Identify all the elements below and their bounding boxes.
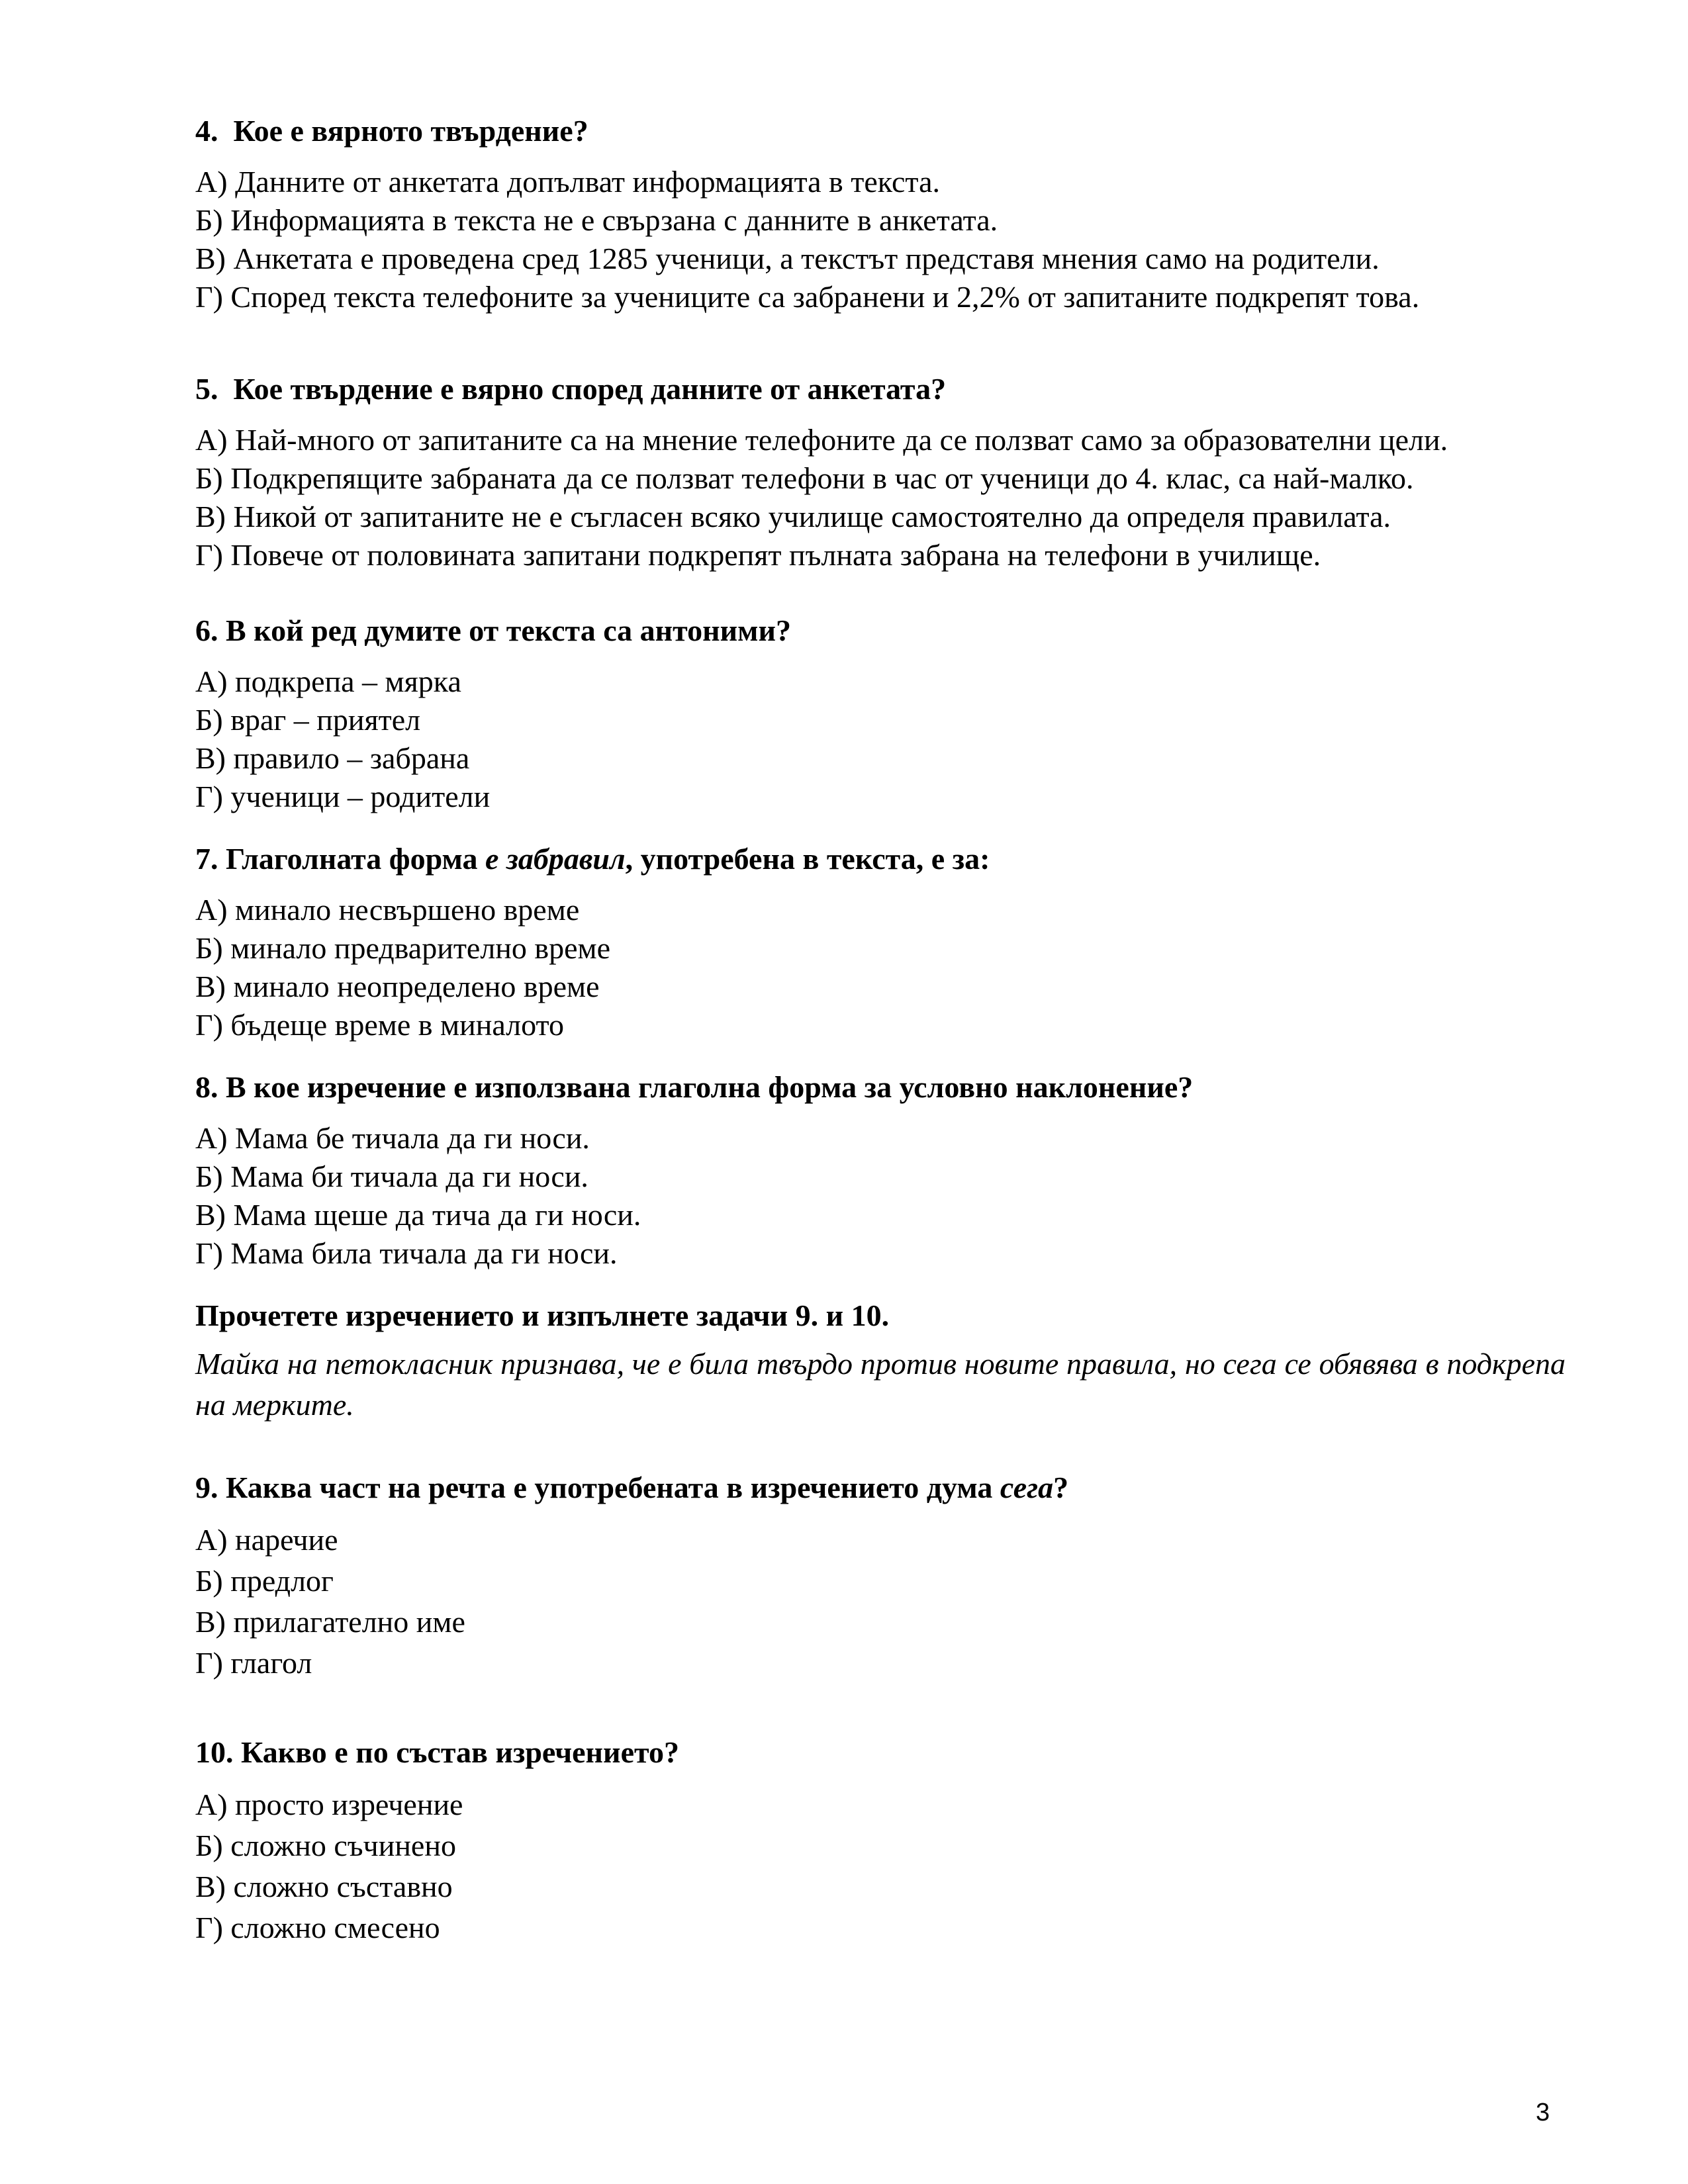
option-d: Г) Според текста телефоните за учениците са забранени и 2,2% от запитаните подкрепят това.	[195, 280, 1420, 314]
question-text-end: ?	[1053, 1471, 1069, 1504]
question-6-title	[195, 612, 791, 649]
option-c: В) прилагателно име	[195, 1605, 465, 1639]
question-text-start: Глаголната форма	[226, 842, 486, 876]
option-c: В) правило – забрана	[195, 741, 470, 775]
option-b: Б) Мама би тичала да ги носи.	[195, 1160, 588, 1193]
question-10-title	[195, 1734, 679, 1771]
question-9-options	[195, 1520, 1068, 1684]
question-term: е забравил	[485, 842, 626, 876]
question-number: 8.	[195, 1070, 218, 1104]
question-6	[195, 612, 791, 816]
option-b: Б) Подкрепящите забраната да се ползват телефони в час от ученици до 4. клас, са най-малко.	[195, 461, 1414, 495]
page-number: 3	[1536, 2099, 1550, 2126]
question-number: 6.	[195, 614, 218, 647]
question-term: сега	[1000, 1471, 1054, 1504]
question-text: Кое твърдение е вярно според данните от анкетата?	[233, 372, 947, 406]
option-c: В) минало неопределено време	[195, 970, 600, 1003]
question-number: 5.	[195, 372, 218, 406]
option-b: Б) враг – приятел	[195, 703, 421, 737]
option-c: В) Мама щеше да тича да ги носи.	[195, 1198, 641, 1232]
question-7-title	[195, 841, 990, 878]
question-10	[195, 1734, 679, 1948]
option-d: Г) глагол	[195, 1646, 312, 1680]
question-7-options	[195, 891, 990, 1044]
question-text: Какво е по състав изречението?	[241, 1735, 679, 1769]
question-9	[195, 1469, 1068, 1684]
question-5	[195, 371, 1448, 574]
question-9-title	[195, 1469, 1068, 1506]
question-number: 4.	[195, 114, 218, 148]
question-number: 7.	[195, 842, 218, 876]
option-b: Б) предлог	[195, 1564, 334, 1598]
question-8	[195, 1069, 1193, 1273]
option-a: А) Най-много от запитаните са на мнение телефоните да се ползват само за образователни цели.	[195, 423, 1448, 457]
option-d: Г) бъдеще време в миналото	[195, 1008, 565, 1042]
question-4-title	[195, 113, 1419, 150]
option-a: А) просто изречение	[195, 1788, 463, 1821]
option-a: А) наречие	[195, 1523, 338, 1557]
option-a: А) минало несвършено време	[195, 893, 580, 927]
option-d: Г) Повече от половината запитани подкрепят пълната забрана на телефони в училище.	[195, 538, 1321, 572]
question-8-title	[195, 1069, 1193, 1106]
question-7	[195, 841, 990, 1044]
question-text-start: Каква част на речта е употребената в изречението дума	[226, 1471, 1000, 1504]
question-4	[195, 113, 1419, 316]
option-d: Г) ученици – родители	[195, 780, 491, 813]
quoted-sentence: Майка на петокласник признава, че е била твърдо против новите правила, но сега се обявява в подкрепа на мерките.	[195, 1347, 1566, 1422]
question-number: 10.	[195, 1735, 234, 1769]
question-number: 9.	[195, 1471, 218, 1504]
reading-block	[195, 1297, 1566, 1426]
question-5-title	[195, 371, 1448, 408]
question-text: В кое изречение е използвана глаголна форма за условно наклонение?	[226, 1070, 1194, 1104]
option-d: Г) Мама била тичала да ги носи.	[195, 1236, 618, 1270]
option-a: А) подкрепа – мярка	[195, 664, 461, 698]
option-c: В) Анкетата е проведена сред 1285 ученици, а текстът представя мнения само на родители.	[195, 242, 1380, 275]
option-b: Б) сложно съчинено	[195, 1829, 456, 1862]
option-d: Г) сложно смесено	[195, 1911, 440, 1944]
option-b: Б) минало предварително време	[195, 931, 611, 965]
question-text: Кое е вярното твърдение?	[233, 114, 588, 148]
question-5-options	[195, 421, 1448, 574]
question-10-options	[195, 1784, 679, 1948]
question-4-options	[195, 163, 1419, 316]
option-a: А) Мама бе тичала да ги носи.	[195, 1121, 590, 1155]
option-a: А) Данните от анкетата допълват информацията в текста.	[195, 165, 941, 199]
question-8-options	[195, 1119, 1193, 1273]
option-b: Б) Информацията в текста не е свързана с данните в анкетата.	[195, 203, 998, 237]
reading-prompt: Прочетете изречението и изпълнете задачи 9. и 10.	[195, 1298, 890, 1332]
question-text: В кой ред думите от текста са антоними?	[226, 614, 792, 647]
question-text-end: , употребена в текста, е за:	[625, 842, 990, 876]
option-c: В) Никой от запитаните не е съгласен всяко училище самостоятелно да определя правилата.	[195, 500, 1391, 533]
option-c: В) сложно съставно	[195, 1870, 453, 1903]
question-6-options	[195, 662, 791, 816]
